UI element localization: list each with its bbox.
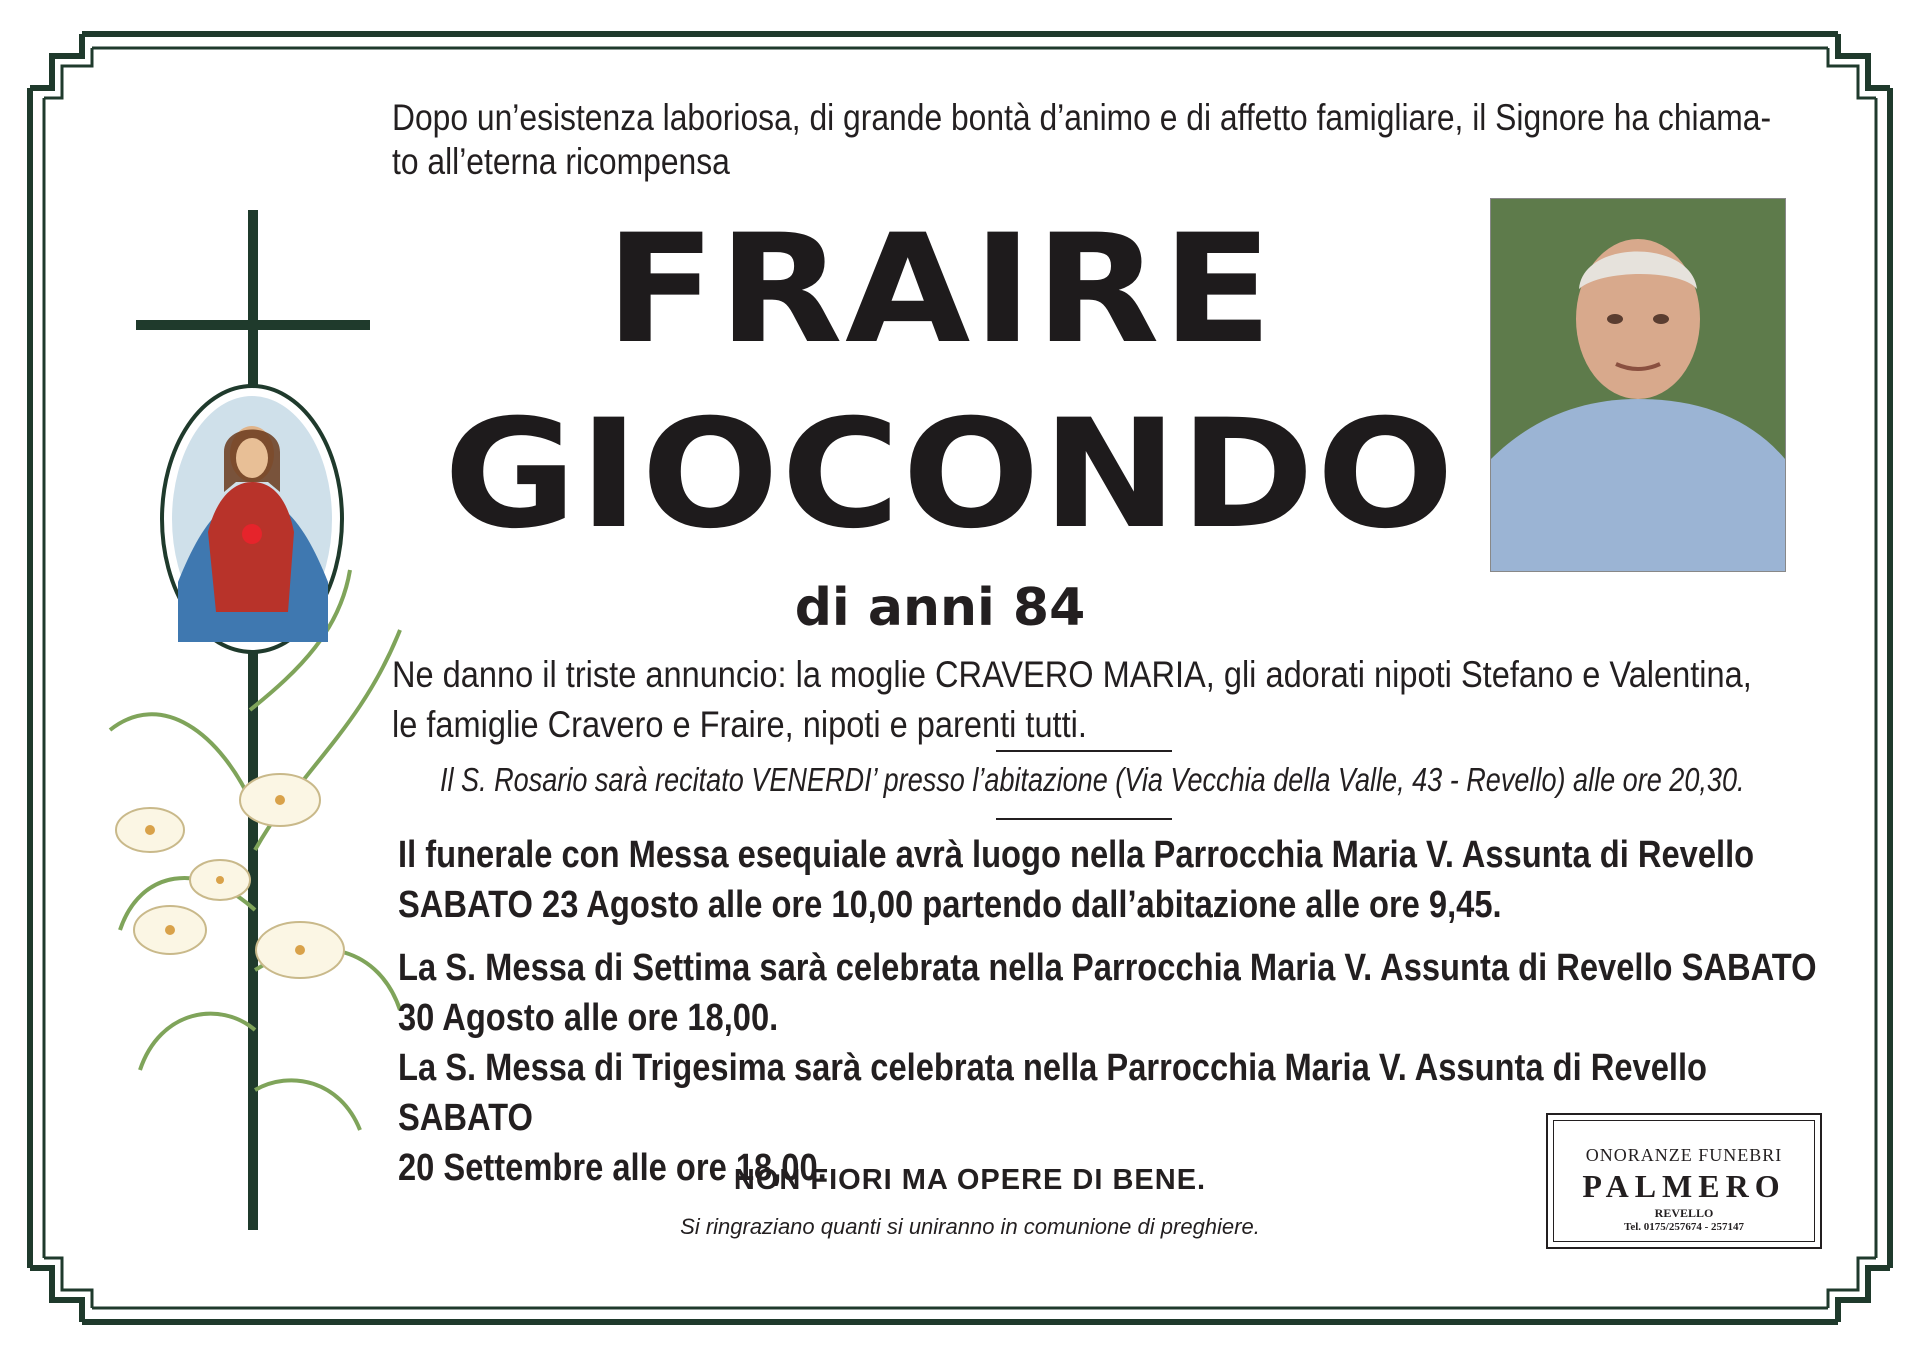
divider-top <box>996 750 1172 752</box>
funeral-line-1: Il funerale con Messa esequiale avrà luogo nella Parrocchia Maria V. Assunta di Revello <box>398 834 1755 876</box>
portrait-photo <box>1490 198 1786 572</box>
deceased-age: di anni 84 <box>794 578 1086 638</box>
settima-line-1: La S. Messa di Settima sarà celebrata nella Parrocchia Maria V. Assunta di Revello SABATO <box>398 947 1817 989</box>
funeral-home-label: ONORANZE FUNEBRI <box>1585 1145 1783 1165</box>
divider-bottom <box>996 818 1172 820</box>
thanks-note: Si ringraziano quanti si uniranno in comunione di preghiere. <box>680 1214 1260 1239</box>
no-flowers-note: NON FIORI MA OPERE DI BENE. <box>733 1164 1207 1196</box>
deceased-first-name: GIOCONDO <box>443 388 1457 562</box>
funeral-home-inner <box>1553 1120 1815 1242</box>
rosary-info: Il S. Rosario sarà recitato VENERDI’ presso l’abitazione (Via Vecchia della Valle, 43 - Revello) alle ore 20,30. <box>440 761 1745 798</box>
announce-line-1: Ne danno il triste annuncio: la moglie CRAVERO MARIA, gli adorati nipoti Stefano e Valentina, <box>392 654 1752 695</box>
trigesima-line-1: La S. Messa di Trigesima sarà celebrata nella Parrocchia Maria V. Assunta di Revello SABATO <box>398 1047 1708 1139</box>
announcement <box>392 650 1835 750</box>
trigesima-line-2: 20 Settembre alle ore 18,00. <box>398 1147 827 1189</box>
funeral-line-2: SABATO 23 Agosto alle ore 10,00 partendo dall’abitazione alle ore 9,45. <box>398 884 1502 926</box>
settima-line-2: 30 Agosto alle ore 18,00. <box>398 997 779 1039</box>
funeral-home-phone: Tel. 0175/257674 - 257147 <box>1624 1221 1744 1233</box>
sacred-heart-icon <box>158 382 346 656</box>
announce-line-2: le famiglie Cravero e Fraire, nipoti e parenti tutti. <box>392 704 1087 745</box>
funeral-home-name: PALMERO <box>1582 1168 1786 1204</box>
intro-line-1: Dopo un’esistenza laboriosa, di grande bontà d’animo e di affetto famigliare, il Signore ha chiama- <box>392 97 1772 138</box>
funeral-home-town: REVELLO <box>1654 1206 1714 1220</box>
intro-line-2: to all’eterna ricompensa <box>392 141 730 182</box>
settima-mass-info <box>398 943 1843 1043</box>
funeral-info <box>398 830 1843 930</box>
deceased-surname: FRAIRE <box>605 203 1275 377</box>
intro-text <box>392 96 1820 184</box>
funeral-home-box <box>1546 1113 1822 1249</box>
cross-decoration <box>100 210 410 1240</box>
